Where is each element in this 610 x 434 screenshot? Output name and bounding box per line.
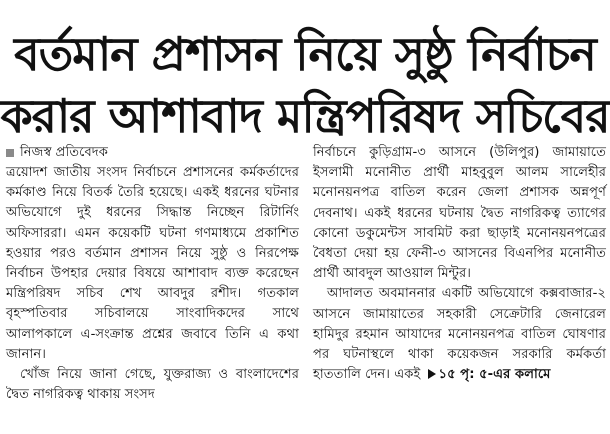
paragraph: নির্বাচনে কুড়িগ্রাম-৩ আসনে (উলিপুর) জামায়াতে ইসলামী মনোনীত প্রার্থী মাহবুবুল আলম সালেহীর মনোনয়নপত্র বাতিল করেন জেলা প্রশাসক অন্নপূর্ণ দেবনাথ। একই ধরনের ঘটনায় দ্বৈত নাগরিকত্ব ত্যাগের কোনো ডকুমেন্টস সাবমিট করা ছাড়াই মনোনয়নপত্রের বৈধতা দেয়া হয় ফেনী-৩ আসনের বিএনপির মনোনীত প্রার্থী আবদুল আওয়াল মিন্টুর। — [313, 145, 606, 282]
byline-text: নিজস্ব প্রতিবেদক — [20, 145, 108, 160]
paragraph: ত্রয়োদশ জাতীয় সংসদ নির্বাচনে প্রশাসনের কর্মকর্তাদের কর্মকাণ্ড নিয়ে বিতর্ক তৈরি হয়েছে। একই ধরনের ঘটনার অভিযোগে দুই ধরনের সিদ্ধান্ত নিচ্ছেন রিটার্নিং অফিসাররা। এমন কয়েকটি ঘটনা গণমাধ্যমে প্রকাশিত হওয়ার পরও বর্তমান প্রশাসন নিয়ে সুষ্ঠু ও নিরপেক্ষ নির্বাচন উপহার দেয়ার বিষয়ে আশাবাদ ব্যক্ত করেছেন মন্ত্রিপরিষদ সচিব শেখ আবদুর রশীদ। গতকাল বৃহস্পতিবার সচিবালয়ে সাংবাদিকদের সাথে আলাপকালে এ-সংক্রান্ত প্রশ্নের জবাবে তিনি এ কথা জানান। — [6, 165, 299, 362]
paragraph-text: আদালত অবমাননার একটি অভিযোগে কক্সবাজার-২ আসনে জামায়াতের সহকারী সেক্রেটারি জেনারেল হামিদুর রহমান আযাদের মনোনয়নপত্র বাতিল ঘোষণার পর ঘটনাস্থলে থাকা কয়েকজন সরকারি কর্মকর্তা হাততালি দেন। একই — [313, 286, 606, 383]
paragraph: খোঁজ নিয়ে জানা গেছে, যুক্তরাজ্য ও বাংলাদেশের দ্বৈত নাগরিকত্ব থাকায় সংসদ — [6, 367, 299, 403]
arrow-right-icon — [428, 369, 436, 379]
continuation-ref[interactable]: ১৫ পৃ: ৫-এর কলামে — [438, 367, 551, 383]
column-right — [313, 143, 606, 434]
paragraph — [313, 284, 606, 385]
column-left — [6, 143, 299, 434]
article-body — [6, 143, 606, 434]
bullet-icon — [6, 149, 14, 157]
byline — [6, 143, 299, 163]
article-headline — [0, 23, 610, 147]
headline-line-1: বর্তমান প্রশাসন নিয়ে সুষ্ঠু নির্বাচন — [14, 27, 596, 82]
headline-line-2: করার আশাবাদ মন্ত্রিপরিষদ সচিবের — [0, 89, 610, 144]
